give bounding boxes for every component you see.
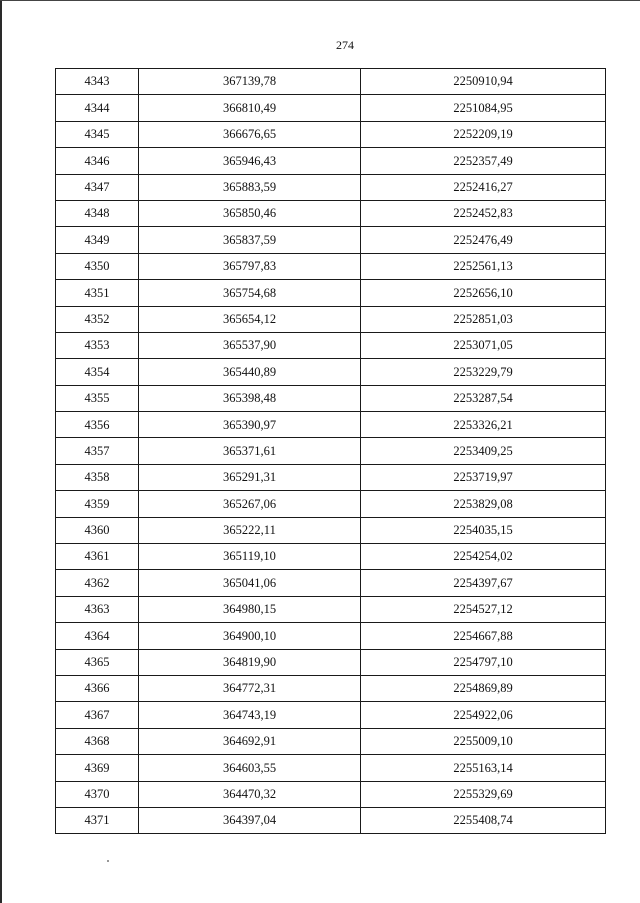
point-number-cell: 4361 [56, 544, 139, 570]
table-row [56, 781, 606, 807]
table-row [56, 570, 606, 596]
y-coordinate-cell: 2254922,06 [361, 702, 606, 728]
table-row [56, 253, 606, 279]
y-coordinate-cell: 2253409,25 [361, 438, 606, 464]
table-row [56, 464, 606, 490]
table-row [56, 200, 606, 226]
point-number-cell: 4368 [56, 728, 139, 754]
table-row [56, 148, 606, 174]
x-coordinate-cell: 365390,97 [139, 412, 361, 438]
y-coordinate-cell: 2253287,54 [361, 385, 606, 411]
y-coordinate-cell: 2255163,14 [361, 755, 606, 781]
point-number-cell: 4354 [56, 359, 139, 385]
point-number-cell: 4371 [56, 807, 139, 833]
x-coordinate-cell: 365754,68 [139, 280, 361, 306]
x-coordinate-cell: 365267,06 [139, 491, 361, 517]
point-number-cell: 4357 [56, 438, 139, 464]
table-row [56, 95, 606, 121]
point-number-cell: 4359 [56, 491, 139, 517]
table-row [56, 544, 606, 570]
table-row [56, 438, 606, 464]
y-coordinate-cell: 2251084,95 [361, 95, 606, 121]
x-coordinate-cell: 365850,46 [139, 200, 361, 226]
y-coordinate-cell: 2254527,12 [361, 596, 606, 622]
point-number-cell: 4360 [56, 517, 139, 543]
table-row [56, 359, 606, 385]
table-row [56, 517, 606, 543]
x-coordinate-cell: 366810,49 [139, 95, 361, 121]
x-coordinate-cell: 365291,31 [139, 464, 361, 490]
y-coordinate-cell: 2253326,21 [361, 412, 606, 438]
table-row [56, 121, 606, 147]
x-coordinate-cell: 367139,78 [139, 69, 361, 95]
table-row [56, 227, 606, 253]
page-edge-top [0, 0, 640, 1]
y-coordinate-cell: 2253719,97 [361, 464, 606, 490]
y-coordinate-cell: 2255408,74 [361, 807, 606, 833]
y-coordinate-cell: 2250910,94 [361, 69, 606, 95]
table-row [56, 412, 606, 438]
point-number-cell: 4355 [56, 385, 139, 411]
page-edge-left [0, 0, 2, 903]
y-coordinate-cell: 2252561,13 [361, 253, 606, 279]
y-coordinate-cell: 2252656,10 [361, 280, 606, 306]
y-coordinate-cell: 2254797,10 [361, 649, 606, 675]
point-number-cell: 4356 [56, 412, 139, 438]
table-row [56, 702, 606, 728]
x-coordinate-cell: 365041,06 [139, 570, 361, 596]
table-row [56, 728, 606, 754]
table-row [56, 385, 606, 411]
x-coordinate-cell: 366676,65 [139, 121, 361, 147]
point-number-cell: 4365 [56, 649, 139, 675]
point-number-cell: 4364 [56, 623, 139, 649]
point-number-cell: 4362 [56, 570, 139, 596]
point-number-cell: 4348 [56, 200, 139, 226]
table-row [56, 280, 606, 306]
y-coordinate-cell: 2252357,49 [361, 148, 606, 174]
table-row [56, 174, 606, 200]
y-coordinate-cell: 2254667,88 [361, 623, 606, 649]
table-row [56, 332, 606, 358]
y-coordinate-cell: 2252416,27 [361, 174, 606, 200]
x-coordinate-cell: 364603,55 [139, 755, 361, 781]
table-row [56, 596, 606, 622]
y-coordinate-cell: 2255009,10 [361, 728, 606, 754]
y-coordinate-cell: 2254254,02 [361, 544, 606, 570]
y-coordinate-cell: 2255329,69 [361, 781, 606, 807]
x-coordinate-cell: 365222,11 [139, 517, 361, 543]
y-coordinate-cell: 2252476,49 [361, 227, 606, 253]
table-row [56, 807, 606, 833]
y-coordinate-cell: 2254035,15 [361, 517, 606, 543]
y-coordinate-cell: 2252851,03 [361, 306, 606, 332]
x-coordinate-cell: 364470,32 [139, 781, 361, 807]
point-number-cell: 4366 [56, 675, 139, 701]
x-coordinate-cell: 364743,19 [139, 702, 361, 728]
table-row [56, 675, 606, 701]
point-number-cell: 4367 [56, 702, 139, 728]
point-number-cell: 4350 [56, 253, 139, 279]
point-number-cell: 4347 [56, 174, 139, 200]
y-coordinate-cell: 2252452,83 [361, 200, 606, 226]
point-number-cell: 4353 [56, 332, 139, 358]
x-coordinate-cell: 365371,61 [139, 438, 361, 464]
x-coordinate-cell: 364692,91 [139, 728, 361, 754]
table-row [56, 491, 606, 517]
point-number-cell: 4369 [56, 755, 139, 781]
x-coordinate-cell: 365837,59 [139, 227, 361, 253]
table-body [56, 69, 606, 834]
x-coordinate-cell: 364819,90 [139, 649, 361, 675]
x-coordinate-cell: 365440,89 [139, 359, 361, 385]
point-number-cell: 4370 [56, 781, 139, 807]
point-number-cell: 4343 [56, 69, 139, 95]
table-row [56, 755, 606, 781]
x-coordinate-cell: 365537,90 [139, 332, 361, 358]
page-number: 274 [336, 38, 354, 52]
point-number-cell: 4363 [56, 596, 139, 622]
point-number-cell: 4351 [56, 280, 139, 306]
point-number-cell: 4352 [56, 306, 139, 332]
x-coordinate-cell: 365398,48 [139, 385, 361, 411]
y-coordinate-cell: 2254397,67 [361, 570, 606, 596]
x-coordinate-cell: 364397,04 [139, 807, 361, 833]
point-number-cell: 4346 [56, 148, 139, 174]
x-coordinate-cell: 364900,10 [139, 623, 361, 649]
x-coordinate-cell: 365654,12 [139, 306, 361, 332]
table-row [56, 649, 606, 675]
x-coordinate-cell: 365119,10 [139, 544, 361, 570]
y-coordinate-cell: 2253829,08 [361, 491, 606, 517]
coordinates-table [55, 68, 606, 834]
y-coordinate-cell: 2253229,79 [361, 359, 606, 385]
point-number-cell: 4358 [56, 464, 139, 490]
x-coordinate-cell: 364772,31 [139, 675, 361, 701]
point-number-cell: 4345 [56, 121, 139, 147]
y-coordinate-cell: 2253071,05 [361, 332, 606, 358]
x-coordinate-cell: 365883,59 [139, 174, 361, 200]
point-number-cell: 4344 [56, 95, 139, 121]
scan-speck [107, 860, 109, 862]
table-row [56, 306, 606, 332]
y-coordinate-cell: 2254869,89 [361, 675, 606, 701]
x-coordinate-cell: 365946,43 [139, 148, 361, 174]
x-coordinate-cell: 365797,83 [139, 253, 361, 279]
table-row [56, 623, 606, 649]
point-number-cell: 4349 [56, 227, 139, 253]
table-row [56, 69, 606, 95]
x-coordinate-cell: 364980,15 [139, 596, 361, 622]
y-coordinate-cell: 2252209,19 [361, 121, 606, 147]
